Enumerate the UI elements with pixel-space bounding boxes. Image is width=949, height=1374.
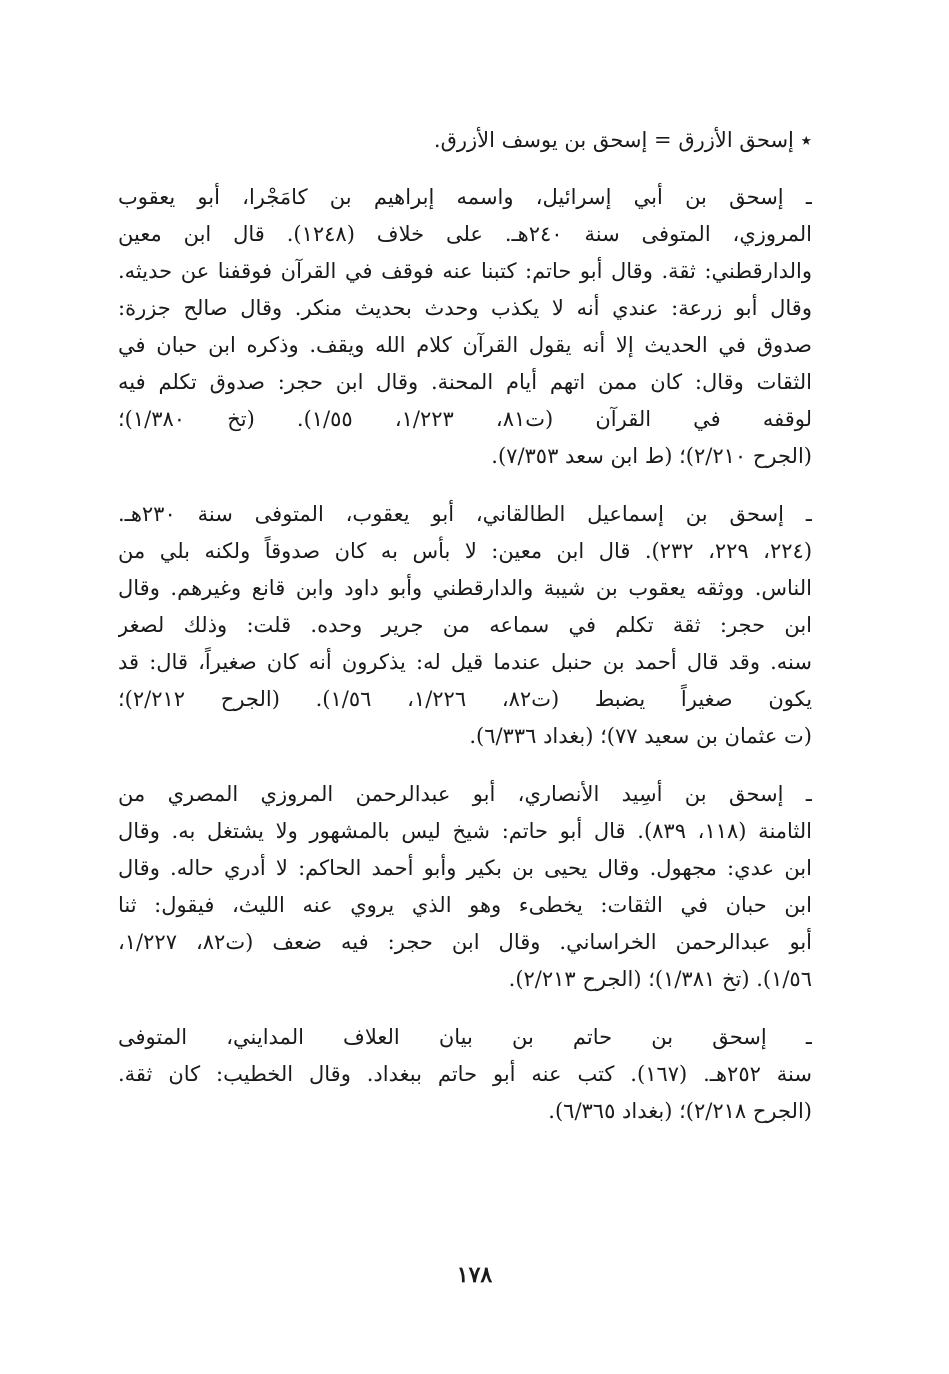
- text-line: أبو عبدالرحمن الخراساني. وقال ابن حجر: فيه ضعف (ت٨٢، ١/٢٢٧،: [118, 930, 812, 954]
- page-body: [118, 122, 812, 1151]
- text-line: ٭ إسحق الأزرق = إسحق بن يوسف الأزرق.: [433, 128, 812, 152]
- text-line: ـ إسحق بن حاتم بن بيان العلاف المدايني، المتوفى: [118, 1025, 812, 1049]
- text-line: والدارقطني: ثقة. وقال أبو حاتم: كتبنا عنه فوقف في القرآن فوقفنا عن حديثه.: [118, 259, 812, 283]
- text-line: (الجرح ٢/٢١٨)؛ (بغداد ٦/٣٦٥).: [548, 1099, 812, 1123]
- text-line: ابن عدي: مجهول. وقال يحيى بن بكير وأبو أحمد الحاكم: لا أدري حاله. وقال: [118, 856, 812, 880]
- text-line: (ت عثمان بن سعيد ٧٧)؛ (بغداد ٦/٣٣٦).: [469, 724, 812, 748]
- entry-ishaq-ibn-asid: [118, 776, 812, 998]
- text-line: المروزي، المتوفى سنة ٢٤٠هـ. على خلاف (١٢٤٨). قال ابن معين: [118, 222, 812, 246]
- entry-cross-reference: [118, 122, 812, 159]
- text-line: ابن حبان في الثقات: يخطىء وهو الذي يروي عنه الليث، فيقول: ثنا: [118, 893, 812, 917]
- page-number: ١٧٨: [456, 1262, 493, 1288]
- text-line: الثامنة (١١٨، ٨٣٩). قال أبو حاتم: شيخ ليس بالمشهور ولا يشتغل به. وقال: [118, 819, 812, 843]
- entry-ishaq-ibn-ismail: [118, 496, 812, 755]
- text-line: سنه. وقد قال أحمد بن حنبل عندما قيل له: يذكرون أنه كان صغيراً، قال: قد: [118, 650, 812, 674]
- text-line: وقال أبو زرعة: عندي أنه لا يكذب وحدث بحديث منكر. وقال صالح جزرة:: [118, 296, 812, 320]
- text-line: ـ إسحق بن أبي إسرائيل، واسمه إبراهيم بن كامَجْرا، أبو يعقوب: [118, 185, 812, 209]
- text-line: سنة ٢٥٢هـ. (١٦٧). كتب عنه أبو حاتم ببغداد. وقال الخطيب: كان ثقة.: [118, 1062, 812, 1086]
- text-line: صدوق في الحديث إلا أنه يقول القرآن كلام الله ويقف. وذكره ابن حبان في: [118, 333, 812, 357]
- text-line: ـ إسحق بن إسماعيل الطالقاني، أبو يعقوب، المتوفى سنة ٢٣٠هـ.: [118, 502, 812, 526]
- text-line: الثقات وقال: كان ممن اتهم أيام المحنة. وقال ابن حجر: صدوق تكلم فيه: [118, 370, 812, 394]
- text-line: لوقفه في القرآن (ت٨١، ١/٢٢٣، ١/٥٥). (تخ ١/٣٨٠)؛: [118, 407, 812, 431]
- text-line: (الجرح ٢/٢١٠)؛ (ط ابن سعد ٧/٣٥٣).: [491, 444, 812, 468]
- entry-ishaq-ibn-hatim: [118, 1019, 812, 1130]
- text-line: ١/٥٦). (تخ ١/٣٨١)؛ (الجرح ٢/٢١٣).: [508, 967, 812, 991]
- text-line: الناس. ووثقه يعقوب بن شيبة والدارقطني وأبو داود وابن قانع وغيرهم. وقال: [118, 576, 812, 600]
- text-line: (٢٢٤، ٢٢٩، ٢٣٢). قال ابن معين: لا بأس به كان صدوقاً ولكنه بلي من: [118, 539, 812, 563]
- text-line: ـ إسحق بن أسِيد الأنصاري، أبو عبدالرحمن المروزي المصري من: [118, 782, 812, 806]
- text-line: ابن حجر: ثقة تكلم في سماعه من جرير وحده. قلت: وذلك لصغر: [118, 613, 812, 637]
- text-line: يكون صغيراً يضبط (ت٨٢، ١/٢٢٦، ١/٥٦). (الجرح ٢/٢١٢)؛: [118, 687, 812, 711]
- entry-ishaq-ibn-abi-israil: [118, 179, 812, 475]
